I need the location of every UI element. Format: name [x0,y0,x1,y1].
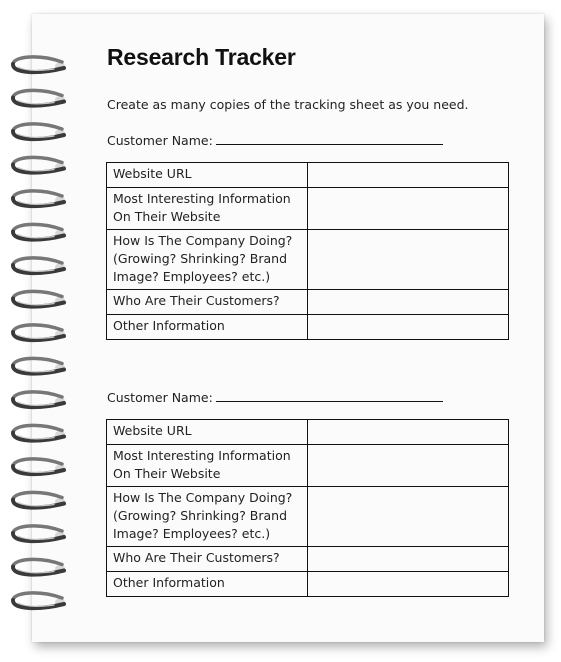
spiral-coil [13,593,65,608]
spiral-coil [13,492,65,507]
customer-name-line [107,387,443,405]
spiral-coil [13,325,65,340]
table-row [107,230,509,290]
spiral-binding [0,0,90,662]
row-value-cell[interactable] [308,163,509,188]
spiral-coil [13,526,65,541]
row-label: Who Are Their Customers? [107,290,308,315]
row-value-cell[interactable] [308,230,509,290]
row-value-cell[interactable] [308,315,509,340]
customer-name-field[interactable] [216,387,443,402]
row-value-cell[interactable] [308,572,509,597]
spiral-coil [13,90,65,105]
row-value-cell[interactable] [308,290,509,315]
page-title: Research Tracker [107,44,296,70]
table-row [107,445,509,487]
row-value-cell[interactable] [308,487,509,547]
table-row [107,487,509,547]
row-label: How Is The Company Doing? (Growing? Shrinking? Brand Image? Employees? etc.) [107,487,308,547]
row-value-cell[interactable] [308,188,509,230]
spiral-coil [13,124,65,139]
table-row [107,290,509,315]
spiral-coil [13,57,65,72]
spiral-coil [13,459,65,474]
row-label: Website URL [107,163,308,188]
table-row [107,315,509,340]
customer-name-label: Customer Name: [107,133,213,148]
row-label: Other Information [107,315,308,340]
spiral-coil [13,559,65,574]
row-value-cell[interactable] [308,420,509,445]
table-row [107,163,509,188]
row-label: Who Are Their Customers? [107,547,308,572]
spiral-coil [13,258,65,273]
row-value-cell[interactable] [308,445,509,487]
spiral-coil [13,157,65,172]
tracking-table [106,162,509,340]
tracking-table [106,419,509,597]
spiral-coil [13,392,65,407]
row-label: Most Interesting Information On Their Website [107,445,308,487]
spiral-coil [13,191,65,206]
spiral-coil [13,224,65,239]
spiral-coil [13,425,65,440]
row-label: Most Interesting Information On Their Website [107,188,308,230]
customer-name-field[interactable] [216,130,443,145]
row-label: How Is The Company Doing? (Growing? Shrinking? Brand Image? Employees? etc.) [107,230,308,290]
table-row [107,420,509,445]
intro-text: Create as many copies of the tracking sheet as you need. [107,97,469,112]
spiral-coil [13,291,65,306]
row-value-cell[interactable] [308,547,509,572]
spiral-coil [13,358,65,373]
row-label: Website URL [107,420,308,445]
customer-name-line [107,130,443,148]
table-row [107,188,509,230]
customer-name-label: Customer Name: [107,390,213,405]
row-label: Other Information [107,572,308,597]
table-row [107,547,509,572]
table-row [107,572,509,597]
